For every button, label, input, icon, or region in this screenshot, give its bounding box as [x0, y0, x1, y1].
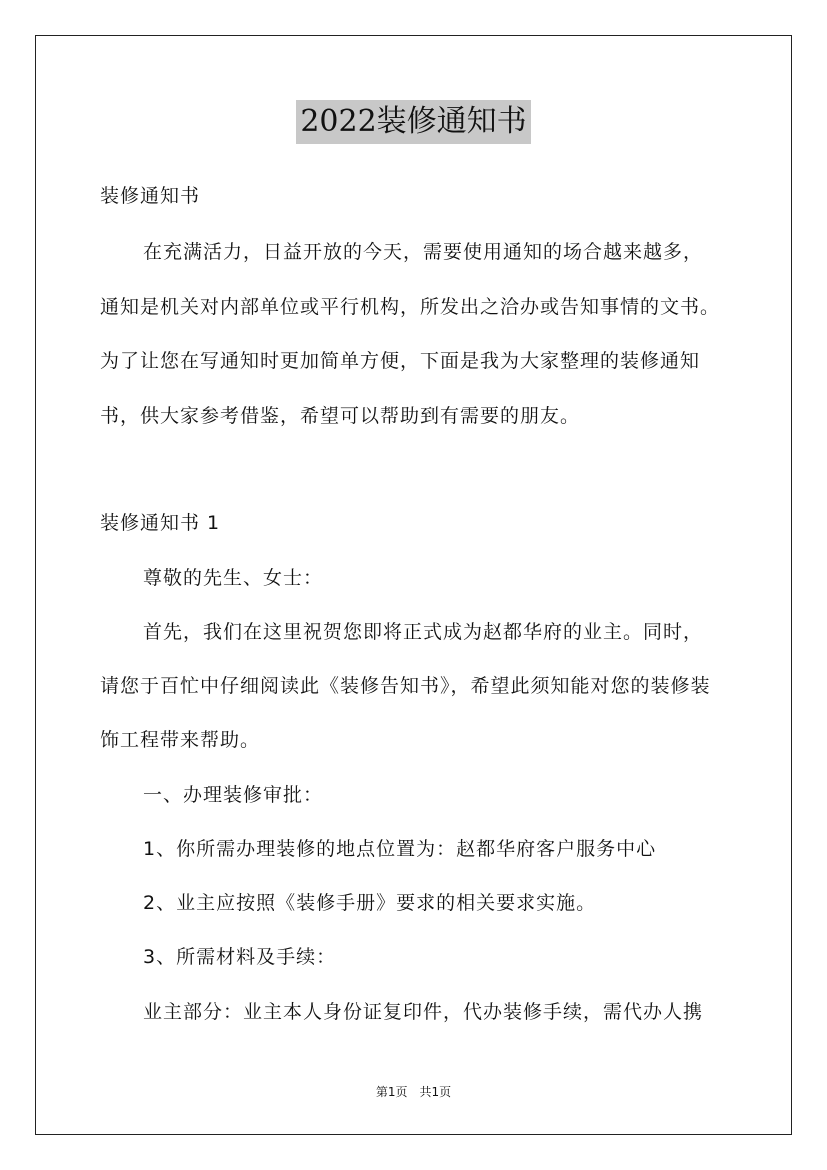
item-heading: 一、办理装修审批：: [143, 784, 324, 806]
page-footer: 第1页 共1页: [375, 1085, 452, 1099]
para1-line-1: 首先，我们在这里祝贺您即将正式成为赵都华府的业主。同时，: [143, 621, 704, 643]
item-1: 1、你所需办理装修的地点位置为：赵都华府客户服务中心: [143, 838, 657, 860]
item-2: 2、业主应按照《装修手册》要求的相关要求实施。: [143, 892, 597, 914]
para1-line-3: 饰工程带来帮助。: [100, 729, 261, 751]
intro-line-3: 为了让您在写通知时更加简单方便，下面是我为大家整理的装修通知: [100, 350, 701, 372]
owner-part: 业主部分：业主本人身份证复印件，代办装修手续，需代办人携: [143, 1001, 704, 1023]
intro-line-1: 在充满活力，日益开放的今天，需要使用通知的场合越来越多，: [143, 241, 704, 263]
section-heading-intro: 装修通知书: [100, 185, 201, 207]
section-heading-1: 装修通知书 1: [100, 512, 221, 534]
item-3: 3、所需材料及手续：: [143, 946, 337, 968]
para1-line-2: 请您于百忙中仔细阅读此《装修告知书》，希望此须知能对您的装修装: [100, 675, 711, 697]
intro-line-2: 通知是机关对内部单位或平行机构，所发出之洽办或告知事情的文书。: [100, 296, 721, 318]
title-container: [0, 100, 827, 144]
intro-line-4: 书，供大家参考借鉴，希望可以帮助到有需要的朋友。: [100, 405, 581, 427]
greeting: 尊敬的先生、女士：: [143, 567, 324, 589]
document-title: 2022装修通知书: [296, 100, 530, 144]
